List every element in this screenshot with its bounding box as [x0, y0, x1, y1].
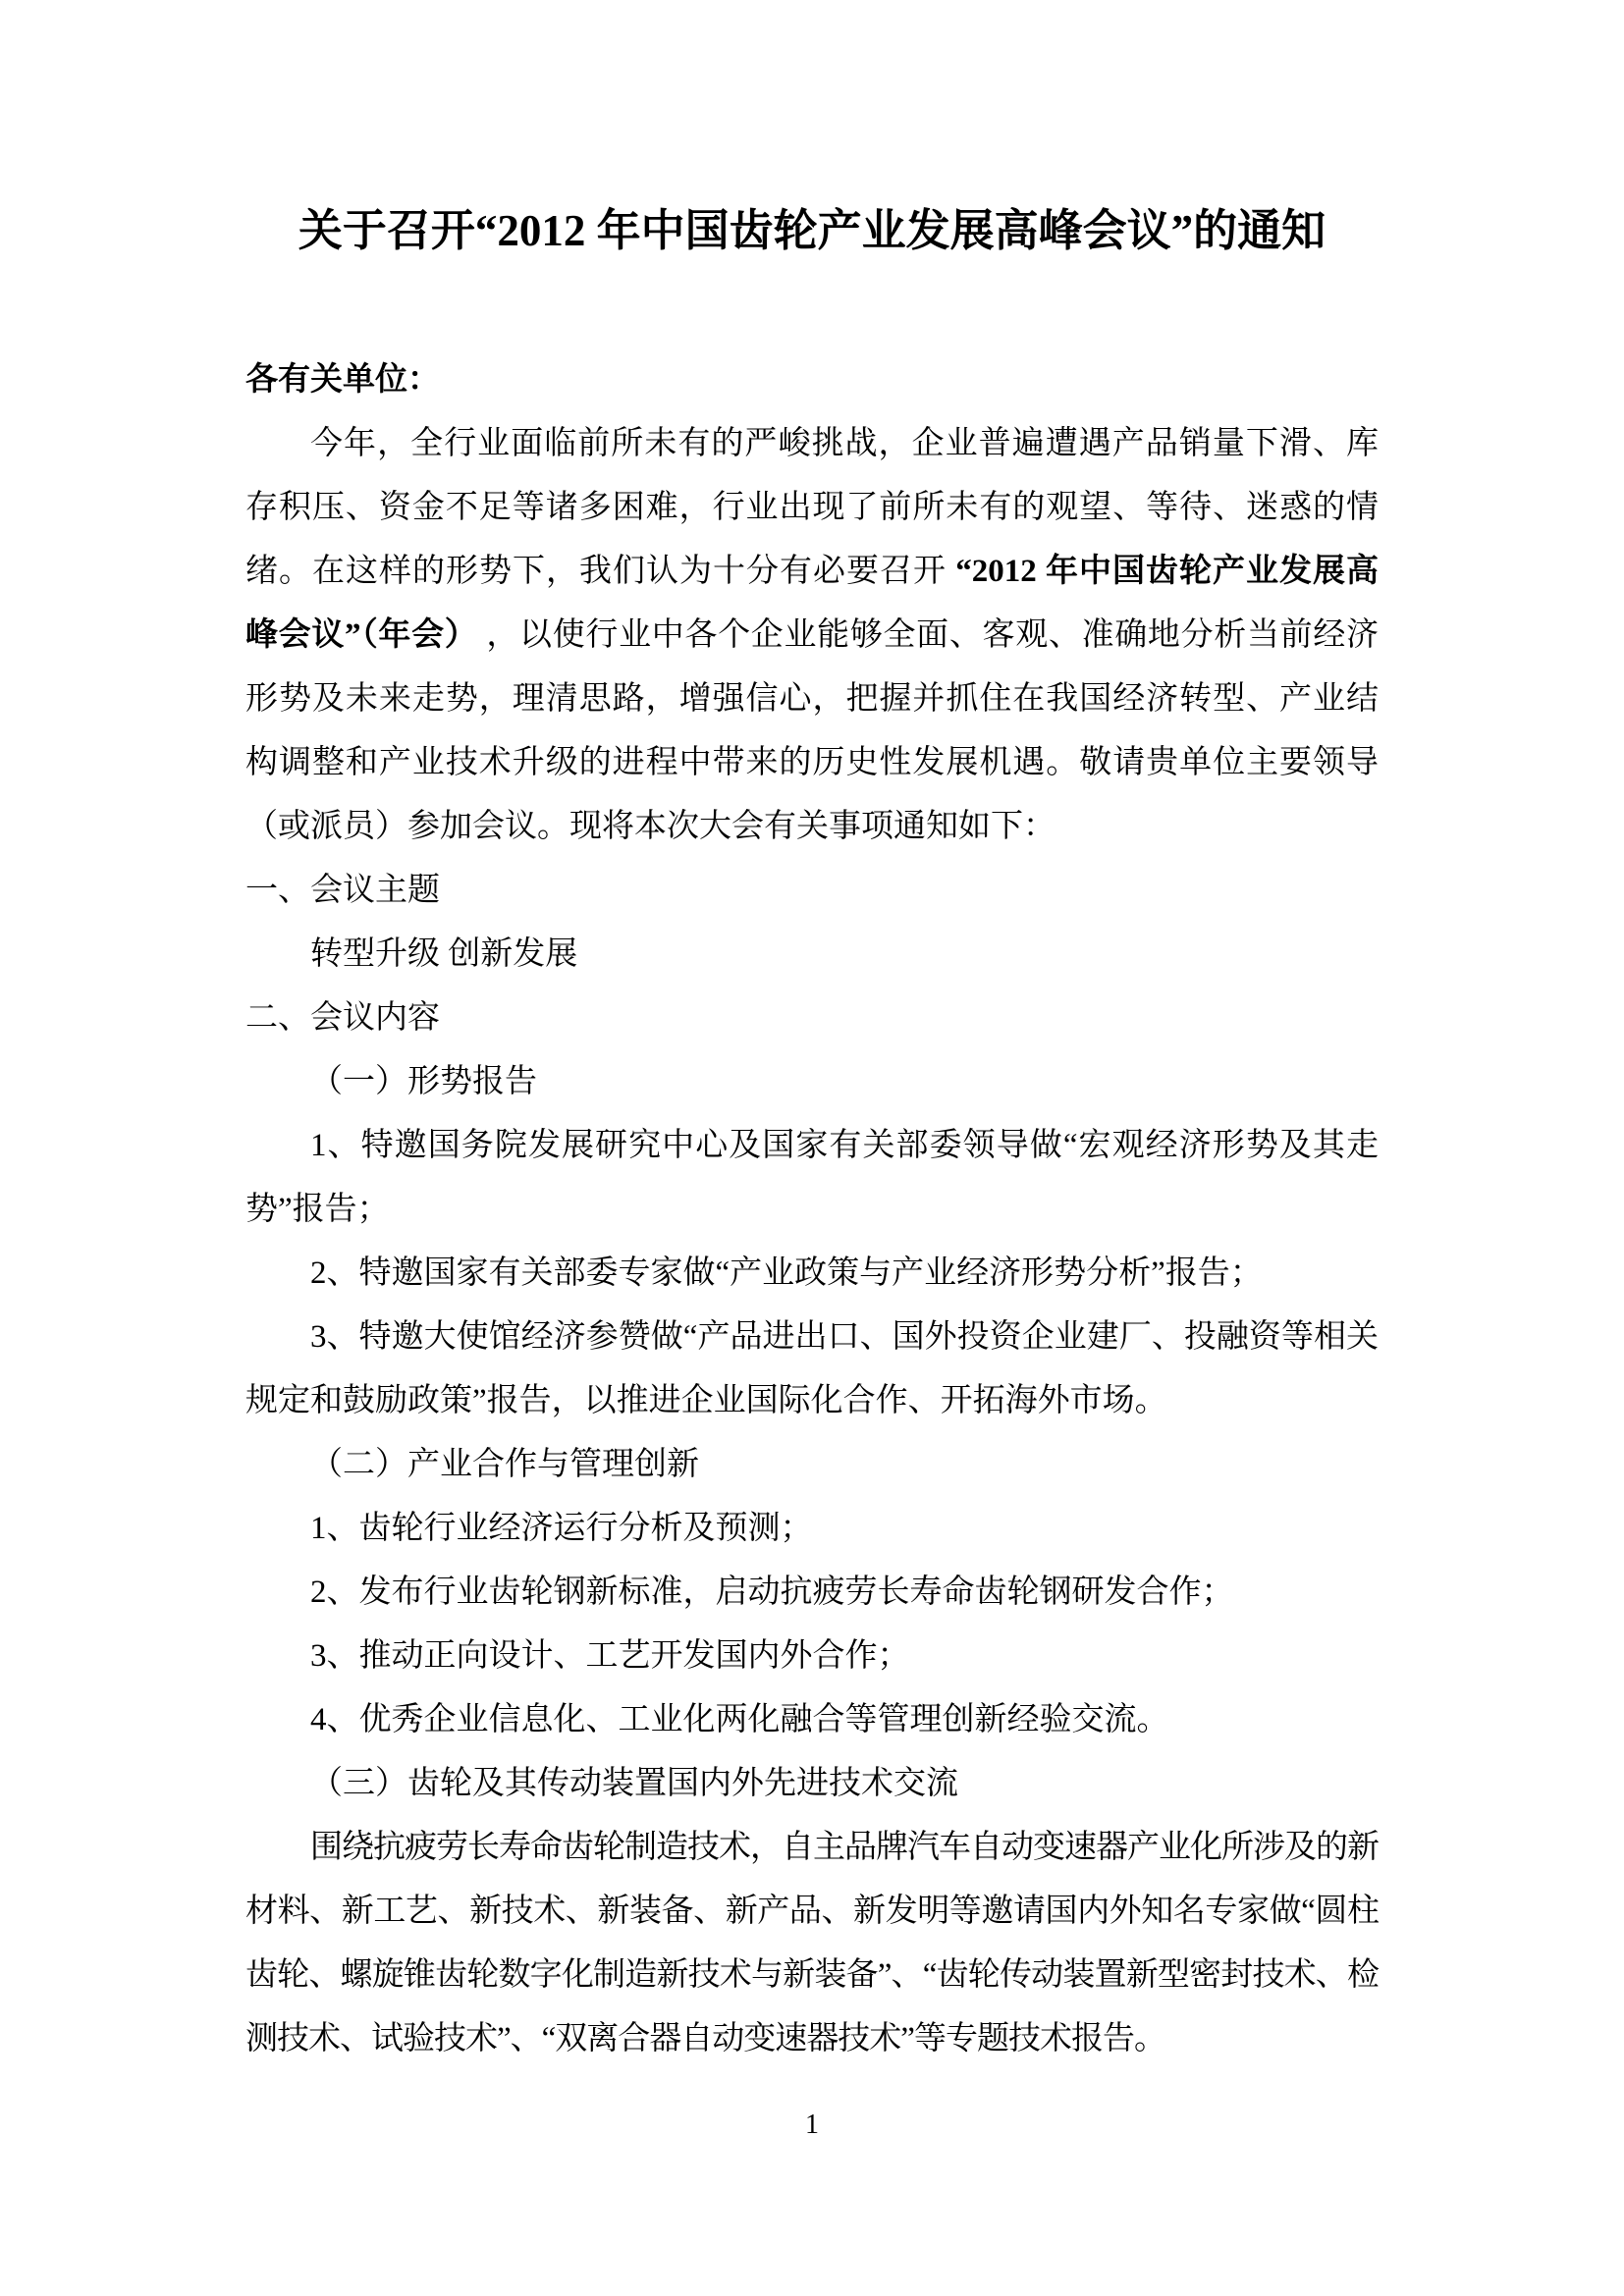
page-number: 1 [805, 2109, 819, 2140]
text-run: 3、特邀大使馆经济参赞做“产品进出口、国外投资企业建厂、投融资等相关规定和鼓励政策”报告，以推进企业国际化合作、开拓海外市场。 [245, 1319, 1379, 1418]
paragraph [245, 1050, 1379, 1114]
paragraph [245, 1816, 1379, 2071]
text-run: 围绕抗疲劳长寿命齿轮制造技术，自主品牌汽车自动变速器产业化所涉及的新材料、新工艺、新技术、新装备、新产品、新发明等邀请国内外知名专家做“圆柱齿轮、螺旋锥齿轮数字化制造新技术与新装备”、“齿轮传动装置新型密封技术、检测技术、试验技术”、“双离合器自动变速器技术”等专题技术报告。 [245, 1830, 1379, 2056]
paragraph [245, 859, 1379, 923]
text-run: ，以使行业中各个企业能够全面、客观、准确地分析当前经济形势及未来走势，理清思路，增强信心，把握并抓住在我国经济转型、产业结构调整和产业技术升级的进程中带来的历史性发展机遇。敬请贵单位主要领导（或派员）参加会议。现将本次大会有关事项通知如下： [245, 617, 1380, 844]
text-run: 二、会议内容 [245, 1000, 440, 1036]
text-run: 4、优秀企业信息化、工业化两化融合等管理创新经验交流。 [310, 1702, 1169, 1737]
paragraph [245, 1561, 1379, 1625]
paragraph [245, 1114, 1379, 1242]
paragraph [245, 412, 1379, 859]
paragraph [245, 1242, 1379, 1306]
text-run: 一、会议主题 [245, 873, 440, 908]
text-run: 2、特邀国家有关部委专家做“产业政策与产业经济形势分析”报告； [310, 1255, 1263, 1291]
paragraph [245, 1497, 1379, 1561]
paragraph [245, 1433, 1379, 1497]
paragraph [245, 987, 1379, 1050]
text-run: （三）齿轮及其传动装置国内外先进技术交流 [310, 1766, 958, 1801]
text-run: 转型升级 创新发展 [310, 936, 578, 972]
paragraph [245, 923, 1379, 987]
document-title: 关于召开“2012 年中国齿轮产业发展高峰会议”的通知 [298, 206, 1326, 255]
text-run: 1、特邀国务院发展研究中心及国家有关部委领导做“宏观经济形势及其走势”报告； [245, 1128, 1379, 1227]
salutation: 各有关单位： [245, 362, 440, 398]
document-body [245, 412, 1379, 2071]
text-run: （二）产业合作与管理创新 [310, 1447, 699, 1482]
text-run: 今年，全行业面临前所未有的严峻挑战，企业普遍遭遇产品销量下滑、库存积压、资金不足等诸多困难，行业出现了前所未有的观望、等待、迷惑的情绪。在这样的形势下，我们认为十分有必要召开 [245, 426, 1379, 589]
paragraph [245, 1306, 1379, 1433]
bold-text-run: “2012 年中国齿轮产业发展高峰会议”（年会） [245, 554, 1379, 653]
text-run: 2、发布行业齿轮钢新标准，启动抗疲劳长寿命齿轮钢研发合作； [310, 1575, 1234, 1610]
text-run: 3、推动正向设计、工艺开发国内外合作； [310, 1638, 910, 1674]
text-run: （一）形势报告 [310, 1064, 537, 1099]
paragraph [245, 1688, 1379, 1752]
text-run: 1、齿轮行业经济运行分析及预测； [310, 1511, 813, 1546]
paragraph [245, 1752, 1379, 1816]
paragraph [245, 1625, 1379, 1688]
